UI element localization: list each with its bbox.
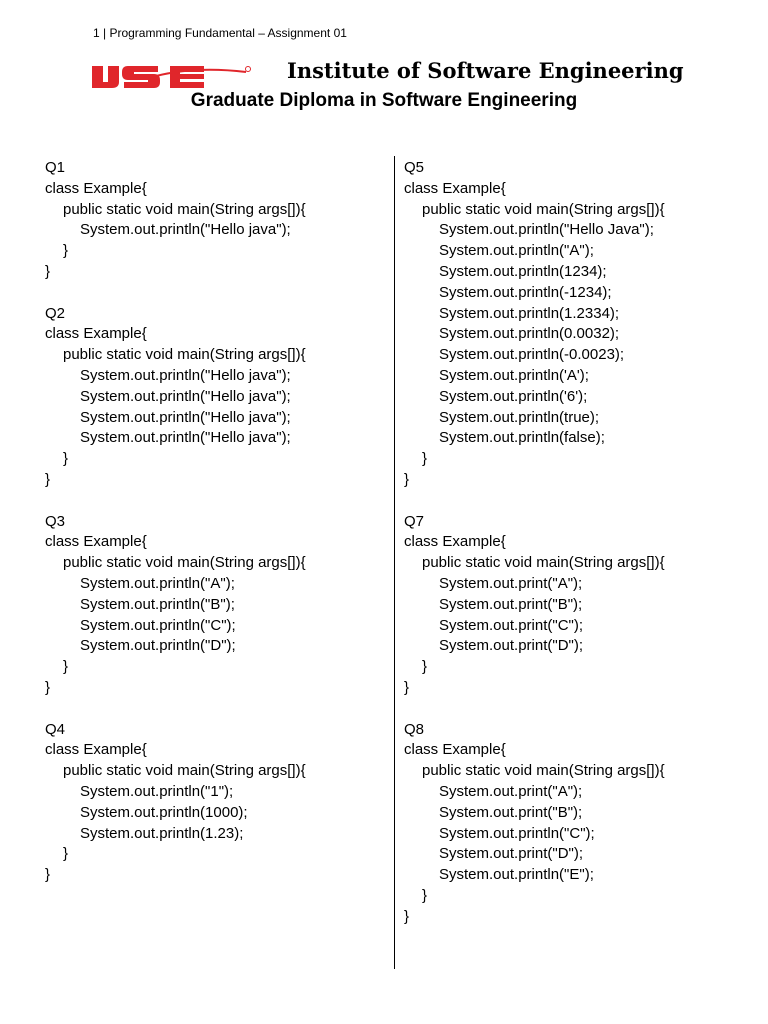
- code-line: }: [63, 450, 69, 468]
- code-line: }: [404, 678, 410, 696]
- code-line: System.out.println("Hello java");: [80, 221, 291, 239]
- code-line: }: [45, 470, 51, 488]
- question-q1: [45, 158, 306, 283]
- ijse-logo: [92, 64, 252, 90]
- code-line: System.out.println("Hello java");: [80, 429, 291, 447]
- code-line: }: [404, 907, 410, 925]
- code-line: System.out.print("D");: [439, 845, 584, 863]
- code-line: public static void main(String args[]){: [422, 554, 665, 572]
- code-line: class Example{: [404, 179, 506, 197]
- code-line: System.out.println(1.2334);: [439, 304, 620, 322]
- code-line: System.out.println("B");: [80, 595, 235, 613]
- diploma-title: Graduate Diploma in Software Engineering: [190, 90, 578, 111]
- question-q5: [404, 158, 665, 491]
- code-line: System.out.println('A');: [439, 366, 589, 384]
- code-line: }: [45, 866, 51, 884]
- code-line: System.out.println("C");: [80, 616, 236, 634]
- code-line: System.out.print("D");: [439, 637, 584, 655]
- code-line: System.out.println(0.0032);: [439, 325, 620, 343]
- code-line: public static void main(String args[]){: [63, 554, 306, 572]
- right-column: [404, 158, 665, 948]
- question-q8: [404, 720, 665, 928]
- code-line: class Example{: [45, 325, 147, 343]
- question-q4: [45, 720, 306, 886]
- code-line: System.out.println(1.23);: [80, 824, 244, 842]
- code-line: System.out.println(-0.0023);: [439, 346, 625, 364]
- code-line: public static void main(String args[]){: [63, 346, 306, 364]
- question-label: Q1: [45, 159, 66, 176]
- column-divider: [394, 156, 395, 969]
- question-label: Q4: [45, 720, 66, 738]
- code-line: System.out.println("1");: [80, 782, 234, 800]
- code-line: class Example{: [404, 741, 506, 759]
- code-line: System.out.println(false);: [439, 429, 605, 447]
- code-line: }: [45, 678, 51, 696]
- question-q2: [45, 304, 306, 491]
- code-line: }: [422, 450, 428, 468]
- code-line: class Example{: [45, 179, 147, 197]
- code-line: System.out.println(-1234);: [439, 283, 612, 301]
- code-line: public static void main(String args[]){: [63, 762, 306, 780]
- code-line: }: [422, 886, 428, 904]
- code-line: public static void main(String args[]){: [422, 762, 665, 780]
- code-line: }: [404, 470, 410, 488]
- code-line: System.out.print("B");: [439, 803, 583, 821]
- code-line: System.out.println("C");: [439, 824, 595, 842]
- code-line: }: [422, 658, 428, 676]
- code-line: System.out.println(1000);: [80, 803, 248, 821]
- question-label: Q5: [404, 159, 425, 176]
- code-line: System.out.println("D");: [80, 637, 236, 655]
- title-row: [92, 58, 692, 94]
- code-line: System.out.println(true);: [439, 408, 600, 426]
- code-line: System.out.print("A");: [439, 574, 583, 592]
- institute-name: Institute of Software Engineering: [287, 58, 684, 83]
- question-q7: [404, 512, 665, 699]
- code-line: System.out.println("Hello java");: [80, 366, 291, 384]
- code-line: System.out.println("A");: [80, 574, 235, 592]
- code-line: System.out.println("Hello java");: [80, 387, 291, 405]
- code-line: System.out.print("B");: [439, 595, 583, 613]
- code-line: System.out.println("E");: [439, 866, 594, 884]
- question-label: Q8: [404, 720, 425, 738]
- code-line: }: [63, 242, 69, 260]
- code-line: class Example{: [404, 533, 506, 551]
- code-line: System.out.println("Hello Java");: [439, 221, 654, 239]
- code-line: }: [63, 845, 69, 863]
- question-label: Q2: [45, 304, 66, 322]
- code-line: System.out.println("Hello java");: [80, 408, 291, 426]
- code-line: class Example{: [45, 533, 147, 551]
- running-header: 1 | Programming Fundamental – Assignment 01: [93, 26, 347, 40]
- question-label: Q3: [45, 512, 66, 530]
- left-column: [45, 158, 306, 907]
- code-line: System.out.println(1234);: [439, 262, 607, 280]
- code-line: public static void main(String args[]){: [422, 200, 665, 218]
- code-line: System.out.println('6');: [439, 387, 588, 405]
- code-line: System.out.println("A");: [439, 242, 594, 260]
- question-label: Q7: [404, 512, 425, 530]
- question-q3: [45, 512, 306, 699]
- code-line: class Example{: [45, 741, 147, 759]
- code-line: System.out.print("C");: [439, 616, 584, 634]
- code-line: }: [63, 658, 69, 676]
- code-line: System.out.print("A");: [439, 782, 583, 800]
- code-line: }: [45, 262, 51, 280]
- code-line: public static void main(String args[]){: [63, 200, 306, 218]
